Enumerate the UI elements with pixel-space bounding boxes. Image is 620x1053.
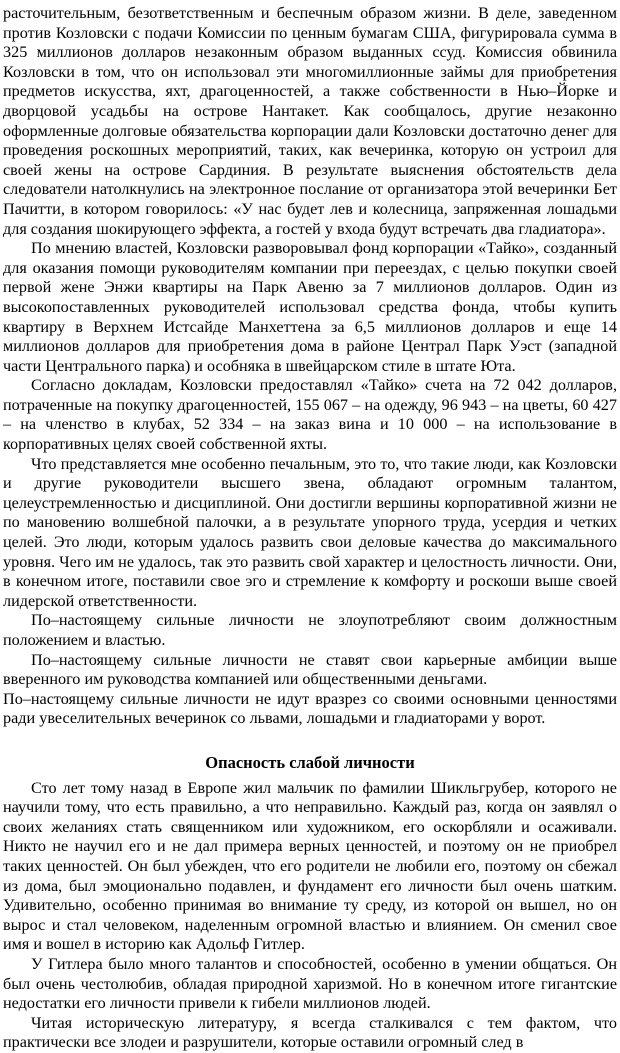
paragraph-strong-personalities-2: По–настоящему сильные личности не ставят свои карьерные амбиции выше вверенного им руководства компанией или общественными деньгами. — [3, 650, 617, 689]
paragraph-historical-literature: Читая историческую литературу, я всегда сталкивался с тем фактом, что практически все злодеи и разрушители, которые оставили огромный след в — [3, 1013, 617, 1052]
paragraph-schicklgruber: Сто лет тому назад в Европе жил мальчик по фамилии Шикльгрубер, которого не научили тому, что есть правильно, а что неправильно. Каждый раз, когда он заявлял о своих желаниях стать священником или художником, его оскорбляли и осаживали. Никто не научил его и не дал примера верных ценностей, и поэтому он не приобрел таких ценностей. Он был убежден, что его родители не любили его, поэтому он сбежал из дома, был эмоционально подавлен, и фундамент его личности был очень шатким. Удивительно, особенно принимая во внимание ту среду, из которой он вышел, но он вырос и стал человеком, наделенным огромной властью и влиянием. Он сменил свое имя и вошел в историю как Адольф Гитлер. — [3, 778, 617, 954]
paragraph-hitler-talents: У Гитлера было много талантов и способностей, особенно в умении общаться. Он был очень честолюбив, обладая природной харизмой. Но в конечном итоге гигантские недостатки его личности привели к гибели миллионов людей. — [3, 954, 617, 1013]
paragraph-talent-and-character: Что представляется мне особенно печальным, это то, что такие люди, как Козловски и другие руководители высшего звена, обладают огромным талантом, целеустремленностью и дисциплиной. Они достигли вершины корпоративной жизни не по мановению волшебной палочки, а в результате упорного труда, усердия и четких целей. Это люди, которым удалось развить свои деловые качества до максимального уровня. Чего им не удалось, так это развить свой характер и целостность личности. Они, в конечном итоге, поставили свое эго и стремление к комфорту и роскоши выше своей лидерской ответственности. — [3, 454, 618, 610]
section-spacer — [3, 729, 617, 753]
paragraph-kozlowski-lifestyle: расточительным, безответственным и беспечным образом жизни. В деле, заведенном против Козловски с подачи Комиссии по ценным бумагам США, фигурировала сумма в 325 миллионов долларов незаконным образом выданных ссуд. Комиссия обвинила Козловски в том, что он использовал эти многомиллионные займы для приобретения предметов искусства, яхт, драгоценностей, а также собственности в Нью–Йорке и дворцовой усадьбы на острове Нантакет. Как сообщалось, другие незаконно оформленные долговые обязательства корпорации дали Козловски достаточно денег для проведения роскошных мероприятий, таких, как вечеринка, которую он устроил для своей жены на острове Сардиния. В результате выяснения обстоятельств дела следователи натолкнулись на электронное послание от организатора этой вечеринки Бет Пачитти, в котором говорилось: «У нас будет лев и колесница, запряженная лошадьми для создания шокирующего эффекта, а гостей у входа будут встречать два гладиатора». — [3, 4, 617, 238]
paragraph-strong-personalities-3: По–настоящему сильные личности не идут вразрез со своими основными ценностями ради увеселительных вечеринок со львами, лошадьми и гладиаторами у ворот. — [3, 689, 617, 728]
paragraph-invoices: Согласно докладам, Козловски предоставлял «Тайко» счета на 72 042 долларов, потраченные на покупку драгоценностей, 155 067 – на одежду, 96 943 – на цветы, 60 427 – на членство в клубах, 52 334 – на заказ вина и 10 000 – на использование в корпоративных целях своей собственной яхты. — [3, 376, 617, 454]
paragraph-relocation-fund: По мнению властей, Козловски разворовывал фонд корпорации «Тайко», созданный для оказания помощи руководителям компании при переездах, с целью покупки своей первой жене Энжи квартиры на Парк Авеню за 7 миллионов долларов. Один из высокопоставленных руководителей использовал средства фонда, чтобы купить квартиру в Верхнем Истсайде Манхеттена за 6,5 миллионов долларов и еще 14 миллионов долларов для приобретения дома в районе Централ Парк Уэст (западной части Центрального парка) и особняка в швейцарском стиле в штате Юта. — [3, 239, 617, 375]
paragraph-strong-personalities-1: По–настоящему сильные личности не злоупотребляют своим должностным положением и властью. — [3, 611, 617, 649]
section-heading: Опасность слабой личности — [205, 752, 415, 772]
